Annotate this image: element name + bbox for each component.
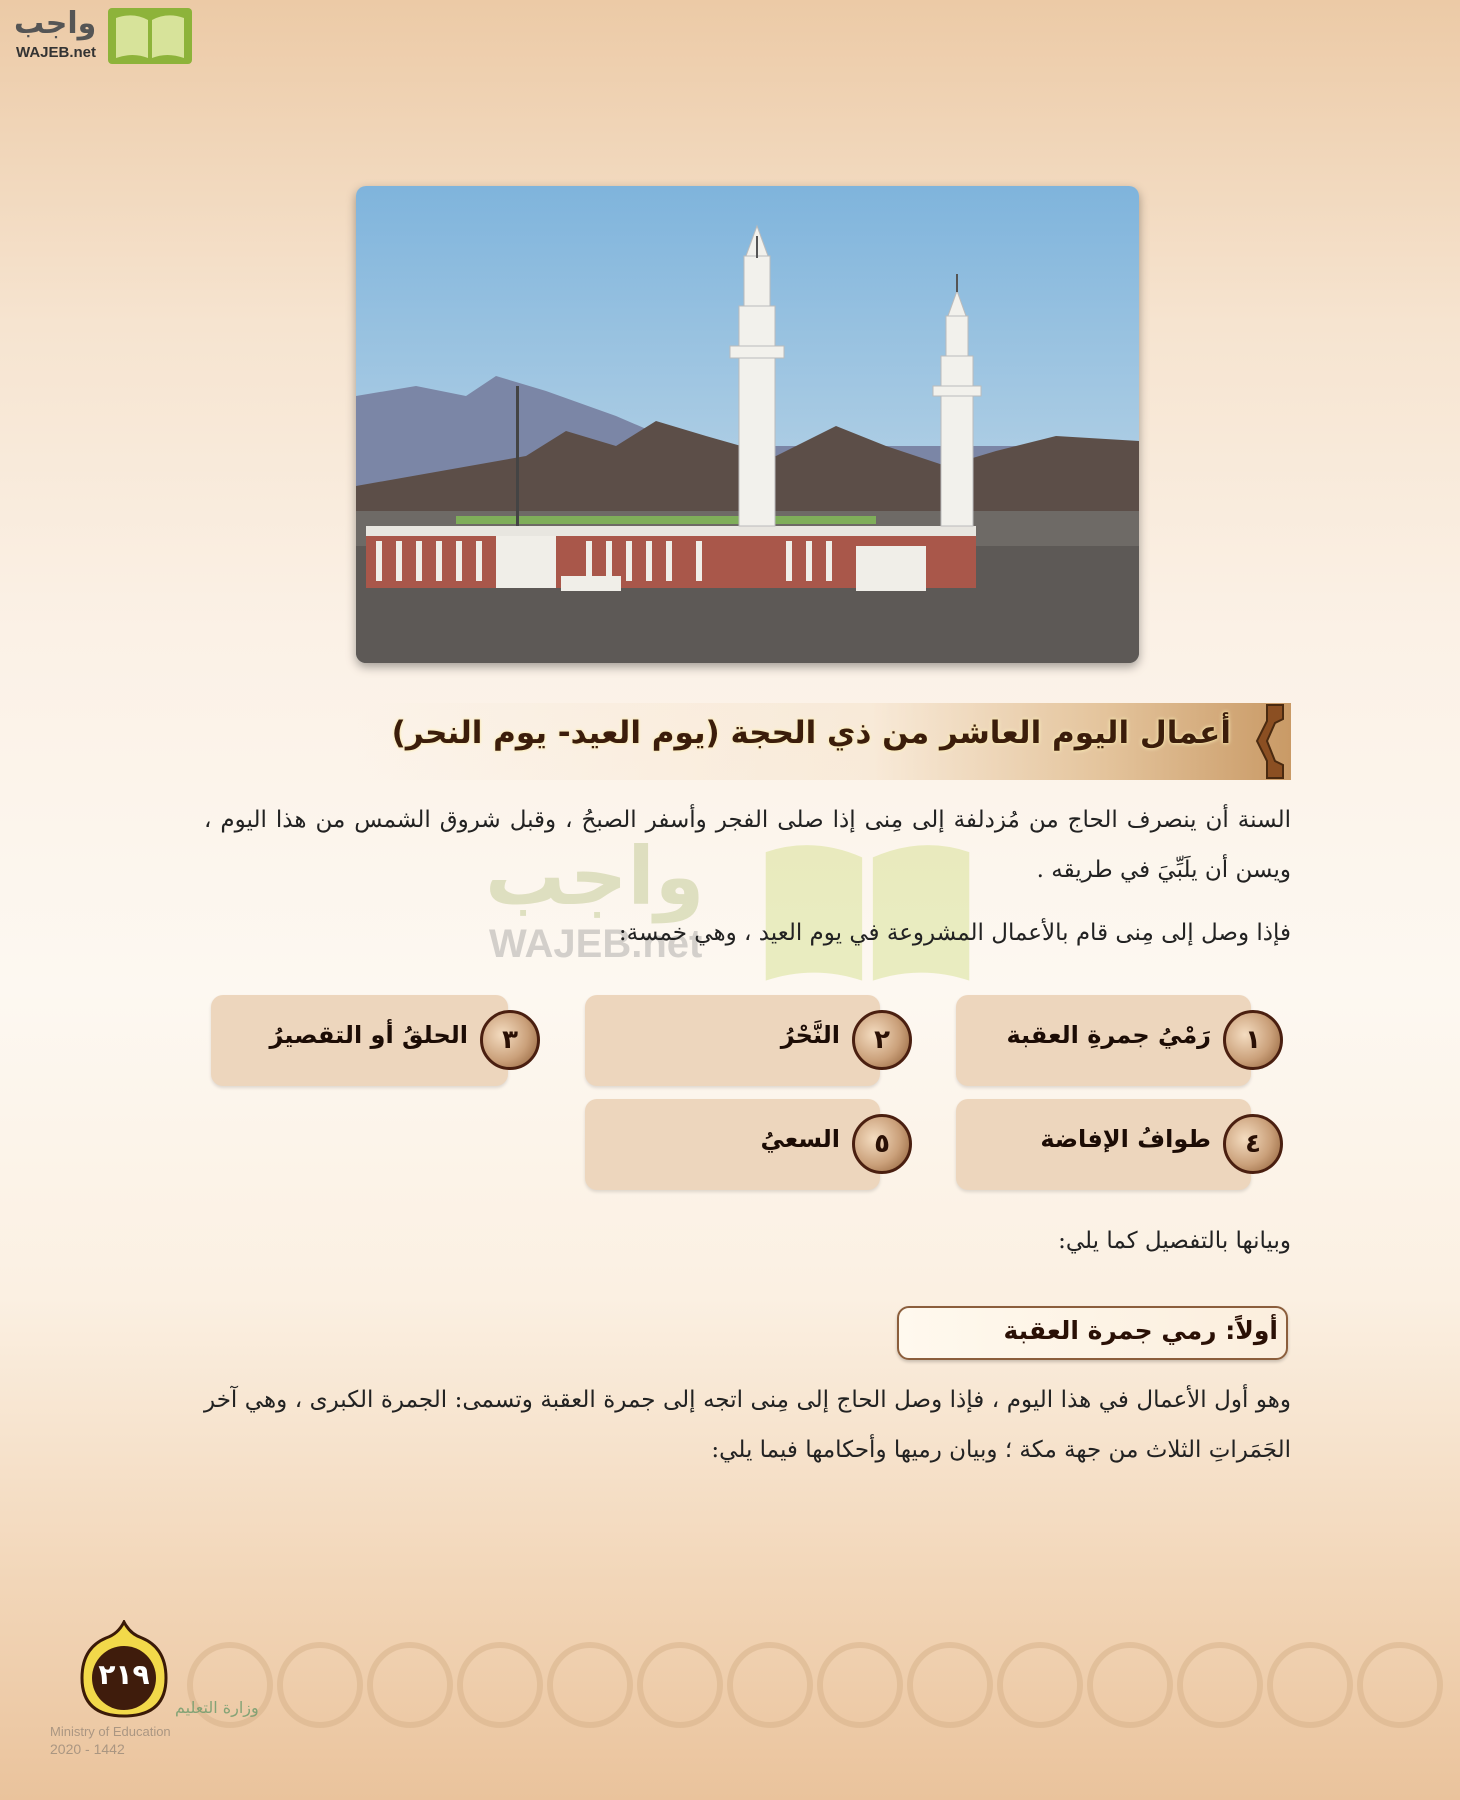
act-label: النَّحْرُ (780, 1021, 840, 1049)
section-heading: أعمال اليوم العاشر من ذي الحجة (يوم العيد- يوم النحر) (391, 715, 1231, 751)
act-label: الحلقُ أو التقصيرُ (269, 1021, 468, 1049)
details-intro: وبيانها بالتفصيل كما يلي: (1058, 1228, 1291, 1254)
act-label: السعيُ (760, 1125, 840, 1153)
bracket-ornament-icon (1253, 703, 1293, 780)
acts-intro-paragraph: فإذا وصل إلى مِنى قام بالأعمال المشروعة في يوم العيد ، وهي خمسة: (618, 920, 1291, 946)
act-item-5 (585, 1099, 890, 1190)
book-icon (108, 8, 192, 64)
act-number: ١ (1223, 1010, 1283, 1070)
intro-paragraph: السنة أن ينصرف الحاج من مُزدلفة إلى مِنى إذا صلى الفجر وأسفر الصبحُ ، وقبل شروق الشمس من هذا اليوم ، ويسن أن يلَبِّيَ في طريقه . (204, 807, 1291, 883)
act-number: ٣ (480, 1010, 540, 1070)
act-item-2 (585, 995, 890, 1086)
act-number: ٤ (1223, 1114, 1283, 1174)
subheading: أولاً: رمي جمرة العقبة (1003, 1316, 1278, 1345)
act-item-1 (956, 995, 1261, 1086)
act-number: ٢ (852, 1010, 912, 1070)
mina-mosque-photo (356, 186, 1139, 663)
act-item-4 (956, 1099, 1261, 1190)
logo-arabic: واجب (14, 6, 97, 41)
act-item-3 (211, 995, 518, 1086)
act-label: رَمْيُ جمرةِ العقبة (1006, 1021, 1211, 1049)
ministry-arabic: وزارة التعليم (175, 1698, 259, 1717)
wajeb-logo[interactable] (10, 6, 190, 68)
page-number-badge (80, 1620, 168, 1720)
watermark-arabic: واجب (485, 830, 705, 923)
logo-latin: WAJEB.net (16, 44, 97, 61)
edition-year: 2020 - 1442 (50, 1741, 125, 1757)
section-heading-band (356, 703, 1291, 780)
ministry-english: Ministry of Education (50, 1724, 171, 1739)
page-number: ٢١٩ (98, 1658, 150, 1691)
watermark-latin: WAJEB.net (489, 922, 703, 966)
act-number: ٥ (852, 1114, 912, 1174)
act-label: طوافُ الإفاضة (1040, 1125, 1211, 1153)
arabesque-ornament-icon (170, 1630, 1460, 1740)
subheading-box (897, 1306, 1288, 1360)
subsection-paragraph: وهو أول الأعمال في هذا اليوم ، فإذا وصل الحاج إلى مِنى اتجه إلى جمرة العقبة وتسمى: الجمرة الكبرى ، وهي آخر الجَمَراتِ الثلاث من جهة مكة ؛ وبيان رميها وأحكامها فيما يلي: (204, 1387, 1291, 1463)
ministry-of-education-logo (50, 1698, 259, 1757)
